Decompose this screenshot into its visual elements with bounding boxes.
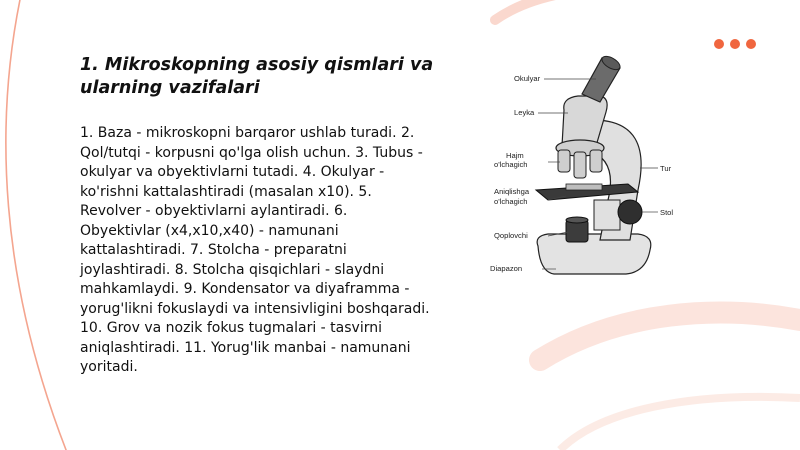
stage-slide: [566, 184, 602, 190]
label-stol: Stol: [660, 208, 674, 217]
objective-lens: [590, 150, 602, 172]
label-qoplovchi: Qoplovchi: [494, 231, 528, 240]
slide-body-text: 1. Baza - mikroskopni barqaror ushlab turadi. 2. Qol/tutqi - korpusni qo'lga olish uchun. 3. Tubus - okulyar va obyektivlarni tutadi. 4. Okulyar - ko'rishni kattalashtiradi (masalan x10). 5. Revolver - obyektivlarni aylantiradi. 6. Obyektivlar (x4,x10,x40) - namunani kattalashtiradi. 7. Stolcha - preparatni joylashtiradi. 8. Stolcha qisqichlari - slaydni mahkamlaydi. 9. Kondensator va diyaframma - yorug'likni fokuslaydi va intensivligini boshqaradi. 10. Grov va nozik fokus tugmalari - tasvirni aniqlashtiradi. 11. Yorug'lik manbai - namunani yoritadi.: [80, 125, 430, 375]
dot-icon: [746, 39, 756, 49]
label-hajm-line1: Hajm: [506, 151, 524, 160]
bottom-right-wave-decoration: [540, 313, 800, 360]
condenser-top: [566, 217, 588, 223]
label-tur: Tur: [660, 164, 672, 173]
label-hajm-line2: o'lchagich: [494, 160, 528, 169]
top-stroke-decoration: [495, 0, 560, 20]
focus-knob: [618, 200, 642, 224]
stage-support: [594, 200, 620, 230]
label-aniq-line1: Aniqlishga: [494, 187, 530, 196]
microscope-diagram: [478, 50, 708, 290]
objective-lens: [558, 150, 570, 172]
dots-indicator: [714, 39, 756, 49]
dot-icon: [730, 39, 740, 49]
label-okulyar: Okulyar: [514, 74, 541, 83]
label-aniq-line2: o'lchagich: [494, 197, 528, 206]
bottom-curve-decoration: [560, 397, 800, 450]
label-leyka: Leyka: [514, 108, 535, 117]
dot-icon: [714, 39, 724, 49]
objective-lens: [574, 152, 586, 178]
label-diapazon: Diapazon: [490, 264, 523, 273]
microscope-base: [537, 234, 651, 274]
slide-title: 1. Mikroskopning asosiy qismlari va ularning vazifalari: [80, 55, 434, 98]
left-arc-decoration: [6, 0, 70, 450]
